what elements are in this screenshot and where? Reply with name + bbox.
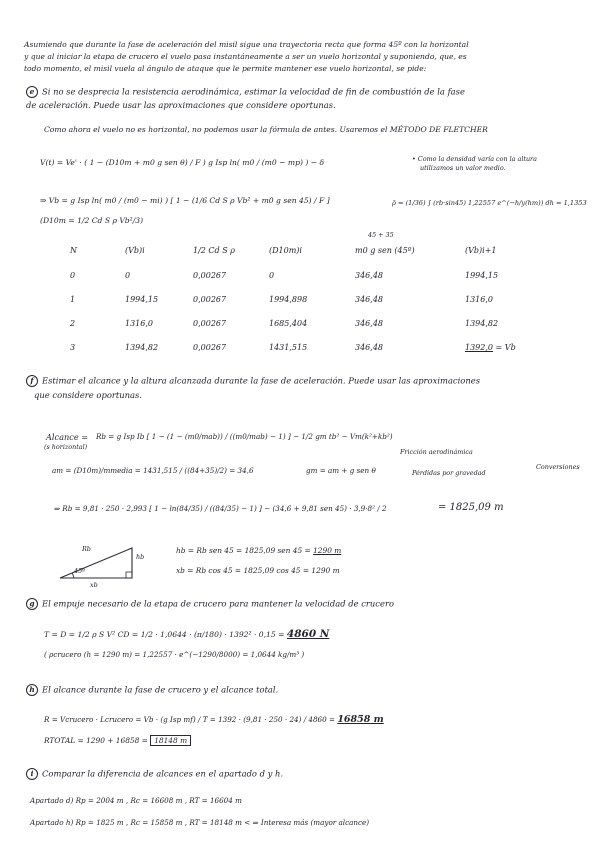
- total-range-equation: [44, 736, 191, 745]
- table-cell: 346,48: [355, 271, 383, 280]
- table-row: [70, 312, 575, 336]
- height-equation: [176, 546, 341, 555]
- cruise-range-text: R = Vcrucero · Lcrucero = Vb · (g Isp mf) / T = 1392 · (9,81 · 250 · 24) / 4860 =: [44, 715, 336, 724]
- final-velocity: 1392,0: [465, 343, 493, 352]
- range-result: = 1825,09 m: [438, 502, 504, 513]
- table-header-row: [70, 238, 575, 264]
- question-f-text-1: Estimar el alcance y la altura alcanzada durante la fase de aceleración. Puede usar las aproximaciones: [42, 375, 480, 386]
- question-e-badge: e: [26, 86, 38, 98]
- intro-line-1: Asumiendo que durante la fase de aceleración del misil sigue una trayectoria recta que forma 45º con la horizontal: [24, 40, 469, 49]
- range-equation-3: ⇒ Rb = 9,81 · 250 · 2,993 [ 1 − ln(84/35) / ((84/35) − 1) ] − (34,6 + 9,81 sen 45) · 3,9·8² / 2: [54, 504, 387, 513]
- table-header: m0 g sen (45º): [355, 246, 415, 255]
- table-header: (D10m)i: [269, 246, 302, 255]
- drag-mean-equation: (D10m = 1/2 Cd S ρ Vb²/3): [40, 216, 144, 225]
- table-cell: [465, 336, 575, 360]
- table-cell: 0: [269, 271, 275, 280]
- table-cell: 3: [70, 343, 76, 352]
- table-cell: 346,48: [355, 343, 383, 352]
- table-cell: 1994,15: [465, 271, 499, 280]
- table-row: [70, 264, 575, 288]
- cruise-density-line: ( ρcrucero (h = 1290 m) = 1,22557 · e^(−1290/8000) = 1,0644 kg/m³ ): [44, 650, 305, 659]
- mean-density-equation: ρ̄ = (1/36) ∫ (rb·sin45) 1,22557 e^(−h/y(hm)) dh = 1,1353: [392, 199, 587, 207]
- total-range-text: RTOTAL = 1290 + 16858 =: [44, 736, 148, 745]
- drag-note: Fricción aerodinámica: [400, 448, 473, 456]
- triangle-label-r: Rb: [82, 545, 91, 553]
- horizontal-equation-text: xb = Rb cos 45 = 1825,09 cos 45 =: [176, 566, 310, 575]
- question-e-text-2: de aceleración. Puede usar las aproximaciones que considere oportunas.: [26, 100, 336, 110]
- range-equation-2b: gm = am + g sen θ: [306, 466, 376, 475]
- table-cell: 1994,898: [269, 295, 308, 304]
- triangle-label-x: xb: [90, 581, 98, 589]
- method-note: Como ahora el vuelo no es horizontal, no podemos usar la fórmula de antes. Usaremos el MÉTODO DE FLETCHER: [44, 125, 488, 134]
- question-f-badge: f: [26, 375, 38, 387]
- density-note-1: • Como la densidad varía con la altura: [412, 155, 537, 163]
- range-equation-1: Rb = g Isp Ib [ 1 − (1 − (m0/mab)) / ((m0/mab) − 1) ] − 1/2 gm tb² − Vm(k²+kb²): [96, 432, 393, 441]
- range-equation-2a: am = (D10m)/mmedia = 1431,515 / ((84+35)/2) = 34,6: [52, 466, 254, 475]
- intro-line-3: todo momento, el misil vuela al ángulo de ataque que le permite mantener ese vuelo horizontal, se pide:: [24, 64, 427, 73]
- table-row: [70, 336, 575, 360]
- question-i-badge: i: [26, 768, 38, 780]
- table-row: [70, 288, 575, 312]
- triangle-diagram: [56, 542, 146, 582]
- table-cell: 1316,0: [465, 295, 493, 304]
- table-cell: 2: [70, 319, 76, 328]
- conversions-note: Conversiones: [536, 463, 580, 471]
- comparison-row-h: Apartado h) Rp = 1825 m , Rc = 15858 m , RT = 18148 m < ⇒ Interesa más (mayor alcance): [30, 818, 370, 827]
- table-cell: 1394,82: [465, 319, 499, 328]
- table-header: (Vb)i+1: [465, 246, 497, 255]
- cruise-range-equation: [44, 714, 384, 726]
- total-range-result: 18148 m: [150, 735, 191, 746]
- table-cell: 1685,404: [269, 319, 308, 328]
- question-i-text: Comparar la diferencia de alcances en el apartado d y h.: [42, 768, 284, 779]
- fletcher-equation-2: ⇒ Vb = g Isp ln( m0 / (m0 − mi) ) [ 1 − (1/6 Cd S ρ Vb² + m0 g sen 45) / F ]: [40, 196, 330, 205]
- table-cell: 0,00267: [193, 295, 227, 304]
- table-cell: 346,48: [355, 295, 383, 304]
- height-equation-text: hb = Rb sen 45 = 1825,09 sen 45 =: [176, 546, 311, 555]
- table-cell: 1394,82: [125, 343, 159, 352]
- triangle-angle: 45º: [74, 567, 86, 575]
- intro-line-2: y que al iniciar la etapa de crucero el vuelo pasa instantáneamente a ser un vuelo horizontal y suponiendo, que, es: [24, 52, 467, 61]
- question-g: [26, 598, 394, 610]
- gravity-loss-note: Pérdidas por gravedad: [412, 469, 486, 477]
- thrust-equation-text: T = D = 1/2 ρ S V² CD = 1/2 · 1,0644 · (π/180) · 1392² · 0,15 =: [44, 630, 285, 639]
- range-label: Alcance =: [46, 432, 89, 442]
- question-h-text: El alcance durante la fase de crucero y el alcance total.: [42, 684, 279, 695]
- comparison-row-d: Apartado d) Rp = 2004 m , Rc = 16608 m , RT = 16604 m: [30, 796, 242, 805]
- table-cell: 1316,0: [125, 319, 153, 328]
- question-g-text: El empuje necesario de la etapa de crucero para mantener la velocidad de crucero: [42, 598, 394, 609]
- question-f: [26, 375, 480, 387]
- table-header: N: [70, 246, 77, 255]
- table-header-superscript: 45 + 35: [368, 231, 394, 239]
- height-result: 1290 m: [313, 546, 342, 555]
- table-cell: 0,00267: [193, 319, 227, 328]
- horizontal-result: 1290 m: [311, 566, 340, 575]
- table-cell: 0: [125, 271, 131, 280]
- table-cell: 0: [70, 271, 76, 280]
- table-header: (Vb)i: [125, 246, 145, 255]
- table-cell: 346,48: [355, 319, 383, 328]
- horizontal-equation: [176, 566, 340, 575]
- question-e: [26, 86, 465, 98]
- question-h-badge: h: [26, 684, 38, 696]
- table-header: 1/2 Cd S ρ: [193, 246, 235, 255]
- iteration-table: [70, 238, 575, 360]
- triangle-label-h: hb: [136, 553, 145, 561]
- table-cell: 0,00267: [193, 271, 227, 280]
- range-label-sub: (s horizontal): [44, 443, 88, 451]
- density-note-2: utilizamos un valor medio.: [420, 164, 506, 172]
- question-e-text-1: Si no se desprecia la resistencia aerodinámica, estimar la velocidad de fin de combustión de la fase: [42, 86, 465, 97]
- question-g-badge: g: [26, 598, 38, 610]
- table-cell: 0,00267: [193, 343, 227, 352]
- fletcher-equation-1: V(t) = Ve' · ( 1 − (D10m + m0 g sen θ) / F ) g Isp ln( m0 / (m0 − mp) ) − δ: [40, 158, 325, 167]
- cruise-range-result: 16858 m: [337, 714, 384, 725]
- final-velocity-label: = Vb: [495, 343, 516, 352]
- table-cell: 1: [70, 295, 76, 304]
- table-cell: 1994,15: [125, 295, 159, 304]
- question-i: [26, 768, 283, 780]
- thrust-equation: [44, 628, 329, 641]
- question-h: [26, 684, 278, 696]
- question-f-text-2: que considere oportunas.: [34, 390, 142, 400]
- thrust-result: 4860 N: [286, 628, 330, 640]
- table-cell: 1431,515: [269, 343, 308, 352]
